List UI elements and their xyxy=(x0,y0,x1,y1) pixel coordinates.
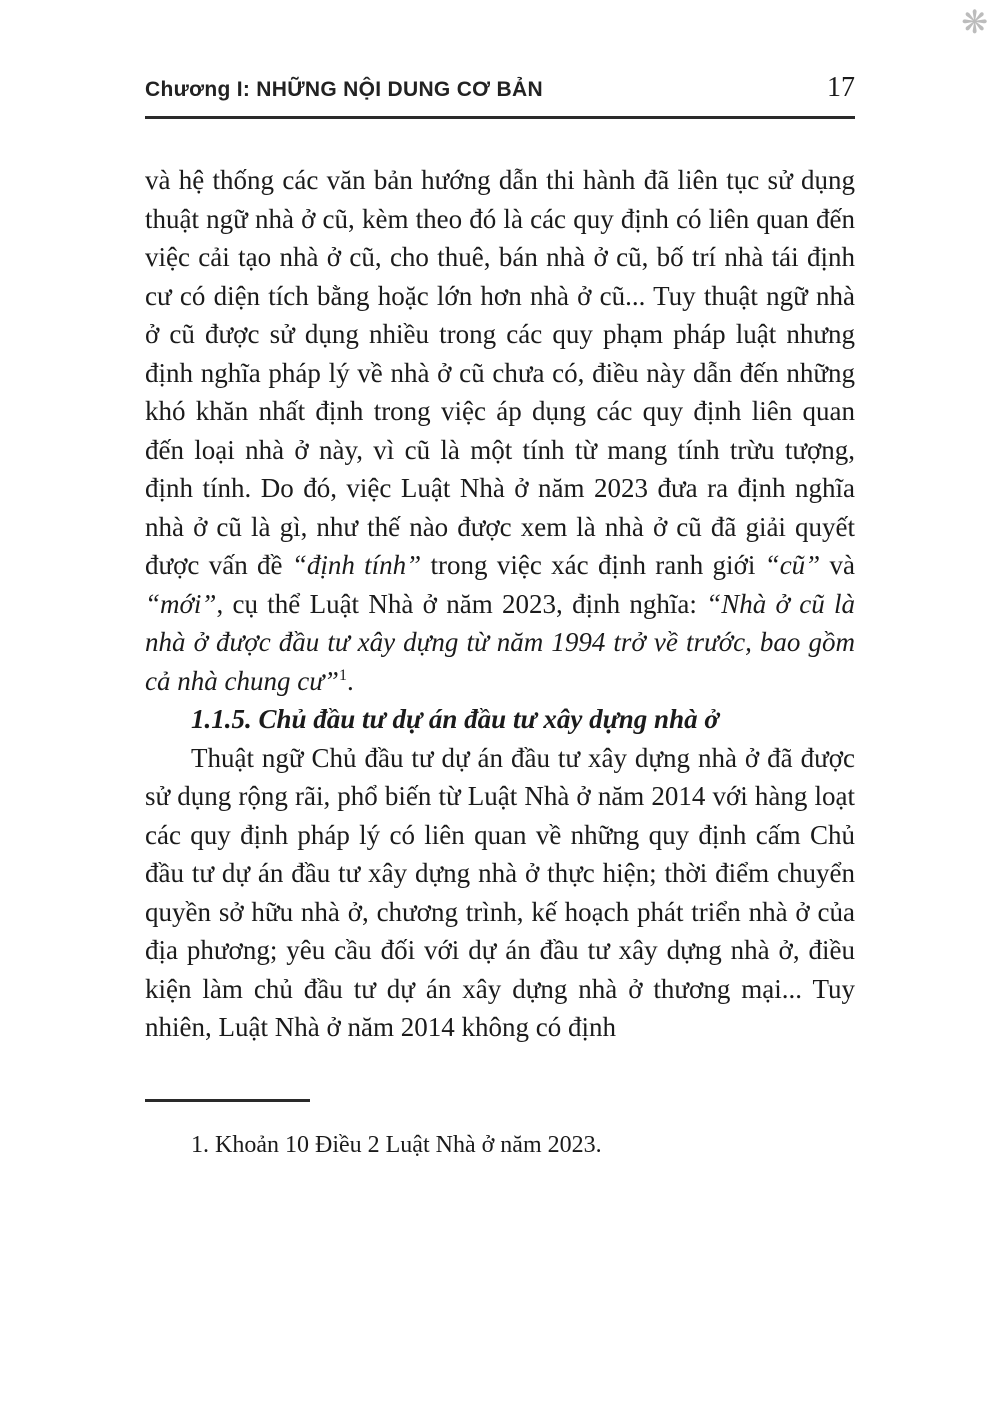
footnote-reference: 1 xyxy=(338,666,347,684)
paragraph-text: trong việc xác định ranh giới xyxy=(421,550,765,580)
page-number: 17 xyxy=(827,72,855,103)
legal-definition-quote: “Nhà ở cũ là nhà ở được đầu tư xây dựng từ năm 1994 trở về trước, bao gồm cả nhà chung cư” xyxy=(145,588,856,696)
footnote: 1. Khoản 10 Điều 2 Luật Nhà ở năm 2023. xyxy=(191,1131,602,1158)
paragraph xyxy=(145,161,855,700)
emphasized-term: “cũ” xyxy=(764,550,821,580)
section-heading: 1.1.5. Chủ đầu tư dự án đầu tư xây dựng nhà ở xyxy=(191,704,719,734)
paragraph: Thuật ngữ Chủ đầu tư dự án đầu tư xây dựng nhà ở đã được sử dụng rộng rãi, phổ biến từ Luật Nhà ở năm 2014 với hàng loạt các quy định pháp lý có liên quan về những quy định cấm Chủ đầu tư dự án đầu tư xây dựng nhà ở thực hiện; thời điểm chuyển quyền sở hữu nhà ở, chương trình, kế hoạch phát triển nhà ở của địa phương; yêu cầu đối với dự án đầu tư xây dựng nhà ở, điều kiện làm chủ đầu tư dự án xây dựng nhà ở thương mại... Tuy nhiên, Luật Nhà ở năm 2014 không có định xyxy=(145,742,855,1042)
paragraph-text: . xyxy=(346,665,354,696)
footnote-block xyxy=(145,1099,855,1162)
footnote-divider xyxy=(145,1099,310,1102)
emphasized-term: “định tính” xyxy=(291,550,422,580)
emphasized-term: “mới” xyxy=(145,588,217,619)
running-header xyxy=(145,72,855,119)
paragraph-text: và xyxy=(820,550,856,580)
flower-icon: ❋ xyxy=(961,4,988,40)
paragraph-text: và hệ thống các văn bản hướng dẫn thi hành đã liên tục sử dụng thuật ngữ nhà ở cũ, kèm theo đó là các quy định có liên quan đến việc cải tạo nhà ở cũ, cho thuê, bán nhà ở cũ, bố trí nhà tái định cư có diện tích bằng hoặc lớn hơn nhà ở cũ... Tuy thuật ngữ nhà ở cũ được sử dụng nhiều trong các quy phạm pháp luật nhưng định nghĩa pháp lý về nhà ở cũ chưa có, điều này dẫn đến những khó khăn nhất định trong việc áp dụng các quy định liên quan đến loại nhà ở này, vì cũ là một tính từ mang tính trừu tượng, định tính. Do đó, việc Luật Nhà ở năm 2023 đưa ra định nghĩa nhà ở cũ là gì, như thế nào được xem là nhà ở cũ đã giải quyết được vấn đề xyxy=(145,165,855,580)
body-text xyxy=(145,161,855,1047)
chapter-title: Chương I: NHỮNG NỘI DUNG CƠ BẢN xyxy=(145,78,543,101)
paragraph-text: , cụ thể Luật Nhà ở năm 2023, định nghĩa: xyxy=(216,588,707,619)
page-content xyxy=(145,72,855,1162)
